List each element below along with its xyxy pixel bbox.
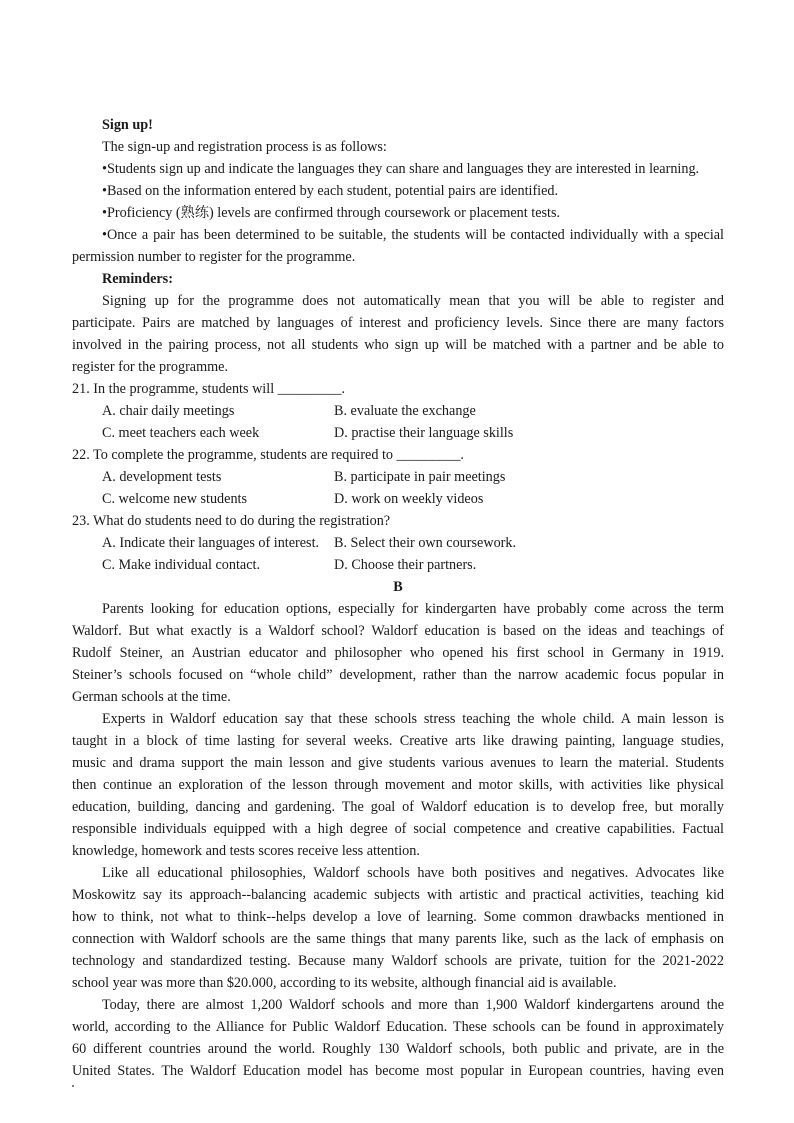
reminders-text-line: involved in the pairing process, not all students who sign up will be matched with a partner and be able to	[72, 337, 724, 353]
passage-line: 60 different countries around the world. Roughly 130 Waldorf schools, both public and private, are in the	[72, 1041, 724, 1057]
passage-line: music and drama support the main lesson and give students various avenues to learn the material. Students	[72, 755, 724, 771]
option-a: A. Indicate their languages of interest.	[102, 535, 320, 551]
passage-line: Rudolf Steiner, an Austrian educator and philosopher who opened his first school in Germany in 1919.	[72, 645, 724, 661]
passage-line: responsible individuals equipped with a high degree of social competence and creative capabilities. Factual	[72, 821, 724, 837]
passage-line: taught in a block of time lasting for several weeks. Creative arts like drawing painting, language studies,	[72, 733, 724, 749]
option-row	[72, 466, 724, 488]
option-d: D. work on weekly videos	[334, 491, 484, 507]
passage-line: Today, there are almost 1,200 Waldorf schools and more than 1,900 Waldorf kindergartens around the	[102, 997, 724, 1013]
option-c: C. welcome new students	[102, 491, 247, 507]
signup-heading: Sign up!	[102, 117, 153, 133]
passage-line: Parents looking for education options, especially for kindergarten have probably come across the term	[102, 601, 724, 617]
passage-line: knowledge, homework and tests scores receive less attention.	[72, 843, 420, 859]
option-b: B. Select their own coursework.	[334, 535, 517, 551]
signup-bullet: •Students sign up and indicate the languages they can share and languages they are interested in learning.	[102, 161, 700, 177]
reminders-text-line: register for the programme.	[72, 359, 229, 375]
section-label: B	[393, 579, 403, 595]
option-c: C. Make individual contact.	[102, 557, 260, 573]
option-d: D. practise their language skills	[334, 425, 514, 441]
passage-line: Like all educational philosophies, Waldorf schools have both positives and negatives. Advocates like	[102, 865, 724, 881]
question-stem-23: 23. What do students need to do during the registration?	[72, 513, 391, 529]
reminders-heading: Reminders:	[102, 271, 173, 287]
option-row	[72, 400, 724, 422]
option-row	[72, 554, 724, 576]
option-row	[72, 422, 724, 444]
reminders-text-line: Signing up for the programme does not automatically mean that you will be able to register and	[102, 293, 724, 309]
question-stem-22: 22. To complete the programme, students are required to _________.	[72, 447, 464, 463]
passage-line: then continue an exploration of the lesson through movement and motor skills, with activities like physical	[72, 777, 724, 793]
signup-bullet: •Proficiency (熟练) levels are confirmed through coursework or placement tests.	[102, 205, 561, 221]
question-stem-21: 21. In the programme, students will _________.	[72, 381, 346, 397]
signup-intro: The sign-up and registration process is as follows:	[102, 139, 387, 155]
passage-line: Moskowitz say its approach--balancing academic subjects with artistic and practical activities, teaching kid	[72, 887, 724, 903]
page-speck	[72, 1085, 74, 1087]
option-b: B. evaluate the exchange	[334, 403, 476, 419]
option-a: A. chair daily meetings	[102, 403, 235, 419]
option-d: D. Choose their partners.	[334, 557, 477, 573]
signup-bullet-continuation: permission number to register for the programme.	[72, 249, 356, 265]
reminders-text-line: participate. Pairs are matched by languages of interest and proficiency levels. Since there are many factors	[72, 315, 724, 331]
option-c: C. meet teachers each week	[102, 425, 260, 441]
passage-line: world, according to the Alliance for Public Waldorf Education. These schools can be found in approximately	[72, 1019, 724, 1035]
passage-line: how to think, not what to think--helps develop a love of learning. Some common drawbacks mentioned in	[72, 909, 724, 925]
signup-bullet: •Based on the information entered by each student, potential pairs are identified.	[102, 183, 559, 199]
passage-line: United States. The Waldorf Education model has become most popular in European countries, having even	[72, 1063, 724, 1079]
passage-line: technology and standardized testing. Because many Waldorf schools are private, tuition for the 2021-2022	[72, 953, 724, 969]
signup-bullet: •Once a pair has been determined to be suitable, the students will be contacted individually with a special	[102, 227, 724, 243]
passage-line: school year was more than $20.000, according to its website, although financial aid is available.	[72, 975, 617, 991]
passage-line: Experts in Waldorf education say that these schools stress teaching the whole child. A main lesson is	[102, 711, 724, 727]
option-b: B. participate in pair meetings	[334, 469, 506, 485]
option-a: A. development tests	[102, 469, 222, 485]
document-page	[72, 114, 724, 1082]
passage-line: education, building, dancing and gardening. The goal of Waldorf education is to develop free, but morally	[72, 799, 724, 815]
option-row	[72, 532, 724, 554]
passage-line: connection with Waldorf schools are the same things that many parents like, such as the lack of emphasis on	[72, 931, 724, 947]
passage-line: German schools at the time.	[72, 689, 231, 705]
passage-line: Steiner’s schools focused on “whole child” development, rather than the narrow academic focus popular in	[72, 667, 724, 683]
passage-line: Waldorf. But what exactly is a Waldorf school? Waldorf education is based on the ideas and teachings of	[72, 623, 724, 639]
option-row	[72, 488, 724, 510]
